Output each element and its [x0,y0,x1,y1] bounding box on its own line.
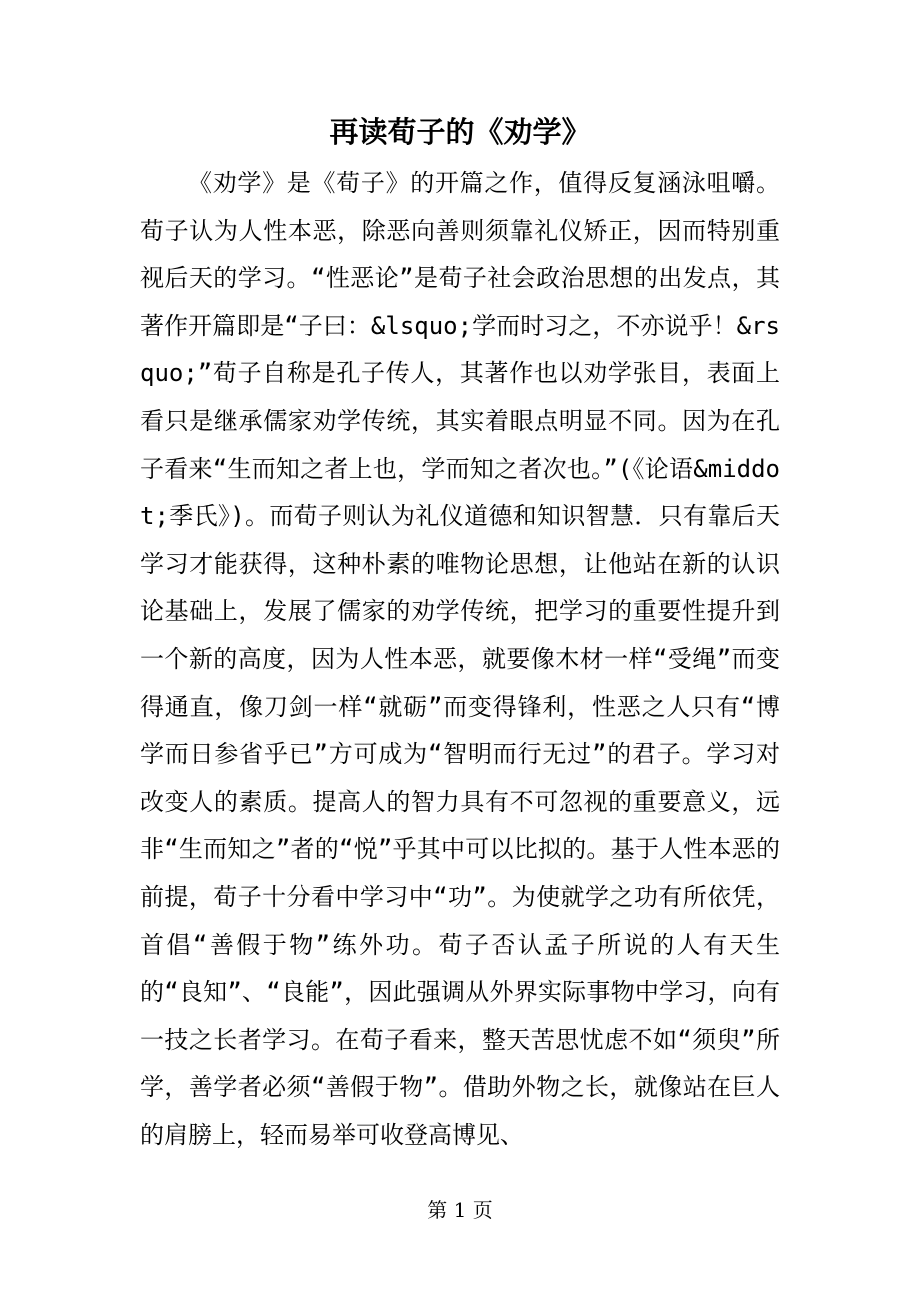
page-number: 第 1 页 [427,1198,493,1222]
document-title: 再读荀子的《劝学》 [329,115,591,149]
body-paragraph: 《劝学》是《荀子》的开篇之作，值得反复涵泳咀嚼。荀子认为人性本恶，除恶向善则须靠礼仪矫正，因而特别重视后天的学习。“性恶论”是荀子社会政治思想的出发点，其著作开篇即是“子曰：&lsquo;学而时习之，不亦说乎！&rsquo;”荀子自称是孔子传人，其著作也以劝学张目，表面上看只是继承儒家劝学传统，其实着眼点明显不同。因为在孔子看来“生而知之者上也，学而知之者次也。”(《论语&middot;季氏》)。而荀子则认为礼仪道德和知识智慧．只有靠后天学习才能获得，这种朴素的唯物论思想，让他站在新的认识论基础上，发展了儒家的劝学传统，把学习的重要性提升到一个新的高度，因为人性本恶，就要像木材一样“受绳”而变得通直，像刀剑一样“就砺”而变得锋利，性恶之人只有“博学而日参省乎已”方可成为“智明而行无过”的君子。学习对改变人的素质。提高人的智力具有不可忽视的重要意义，远非“生而知之”者的“悦”乎其中可以比拟的。基于人性本恶的前提，荀子十分看中学习中“功”。为使就学之功有所依凭，首倡“善假于物”练外功。荀子否认孟子所说的人有天生的“良知”、“良能”，因此强调从外界实际事物中学习，向有一技之长者学习。在荀子看来，整天苦思忧虑不如“须臾”所学，善学者必须“善假于物”。借助外物之长，就像站在巨人的肩膀上，轻而易举可收登高博见、 [140,169,780,1149]
